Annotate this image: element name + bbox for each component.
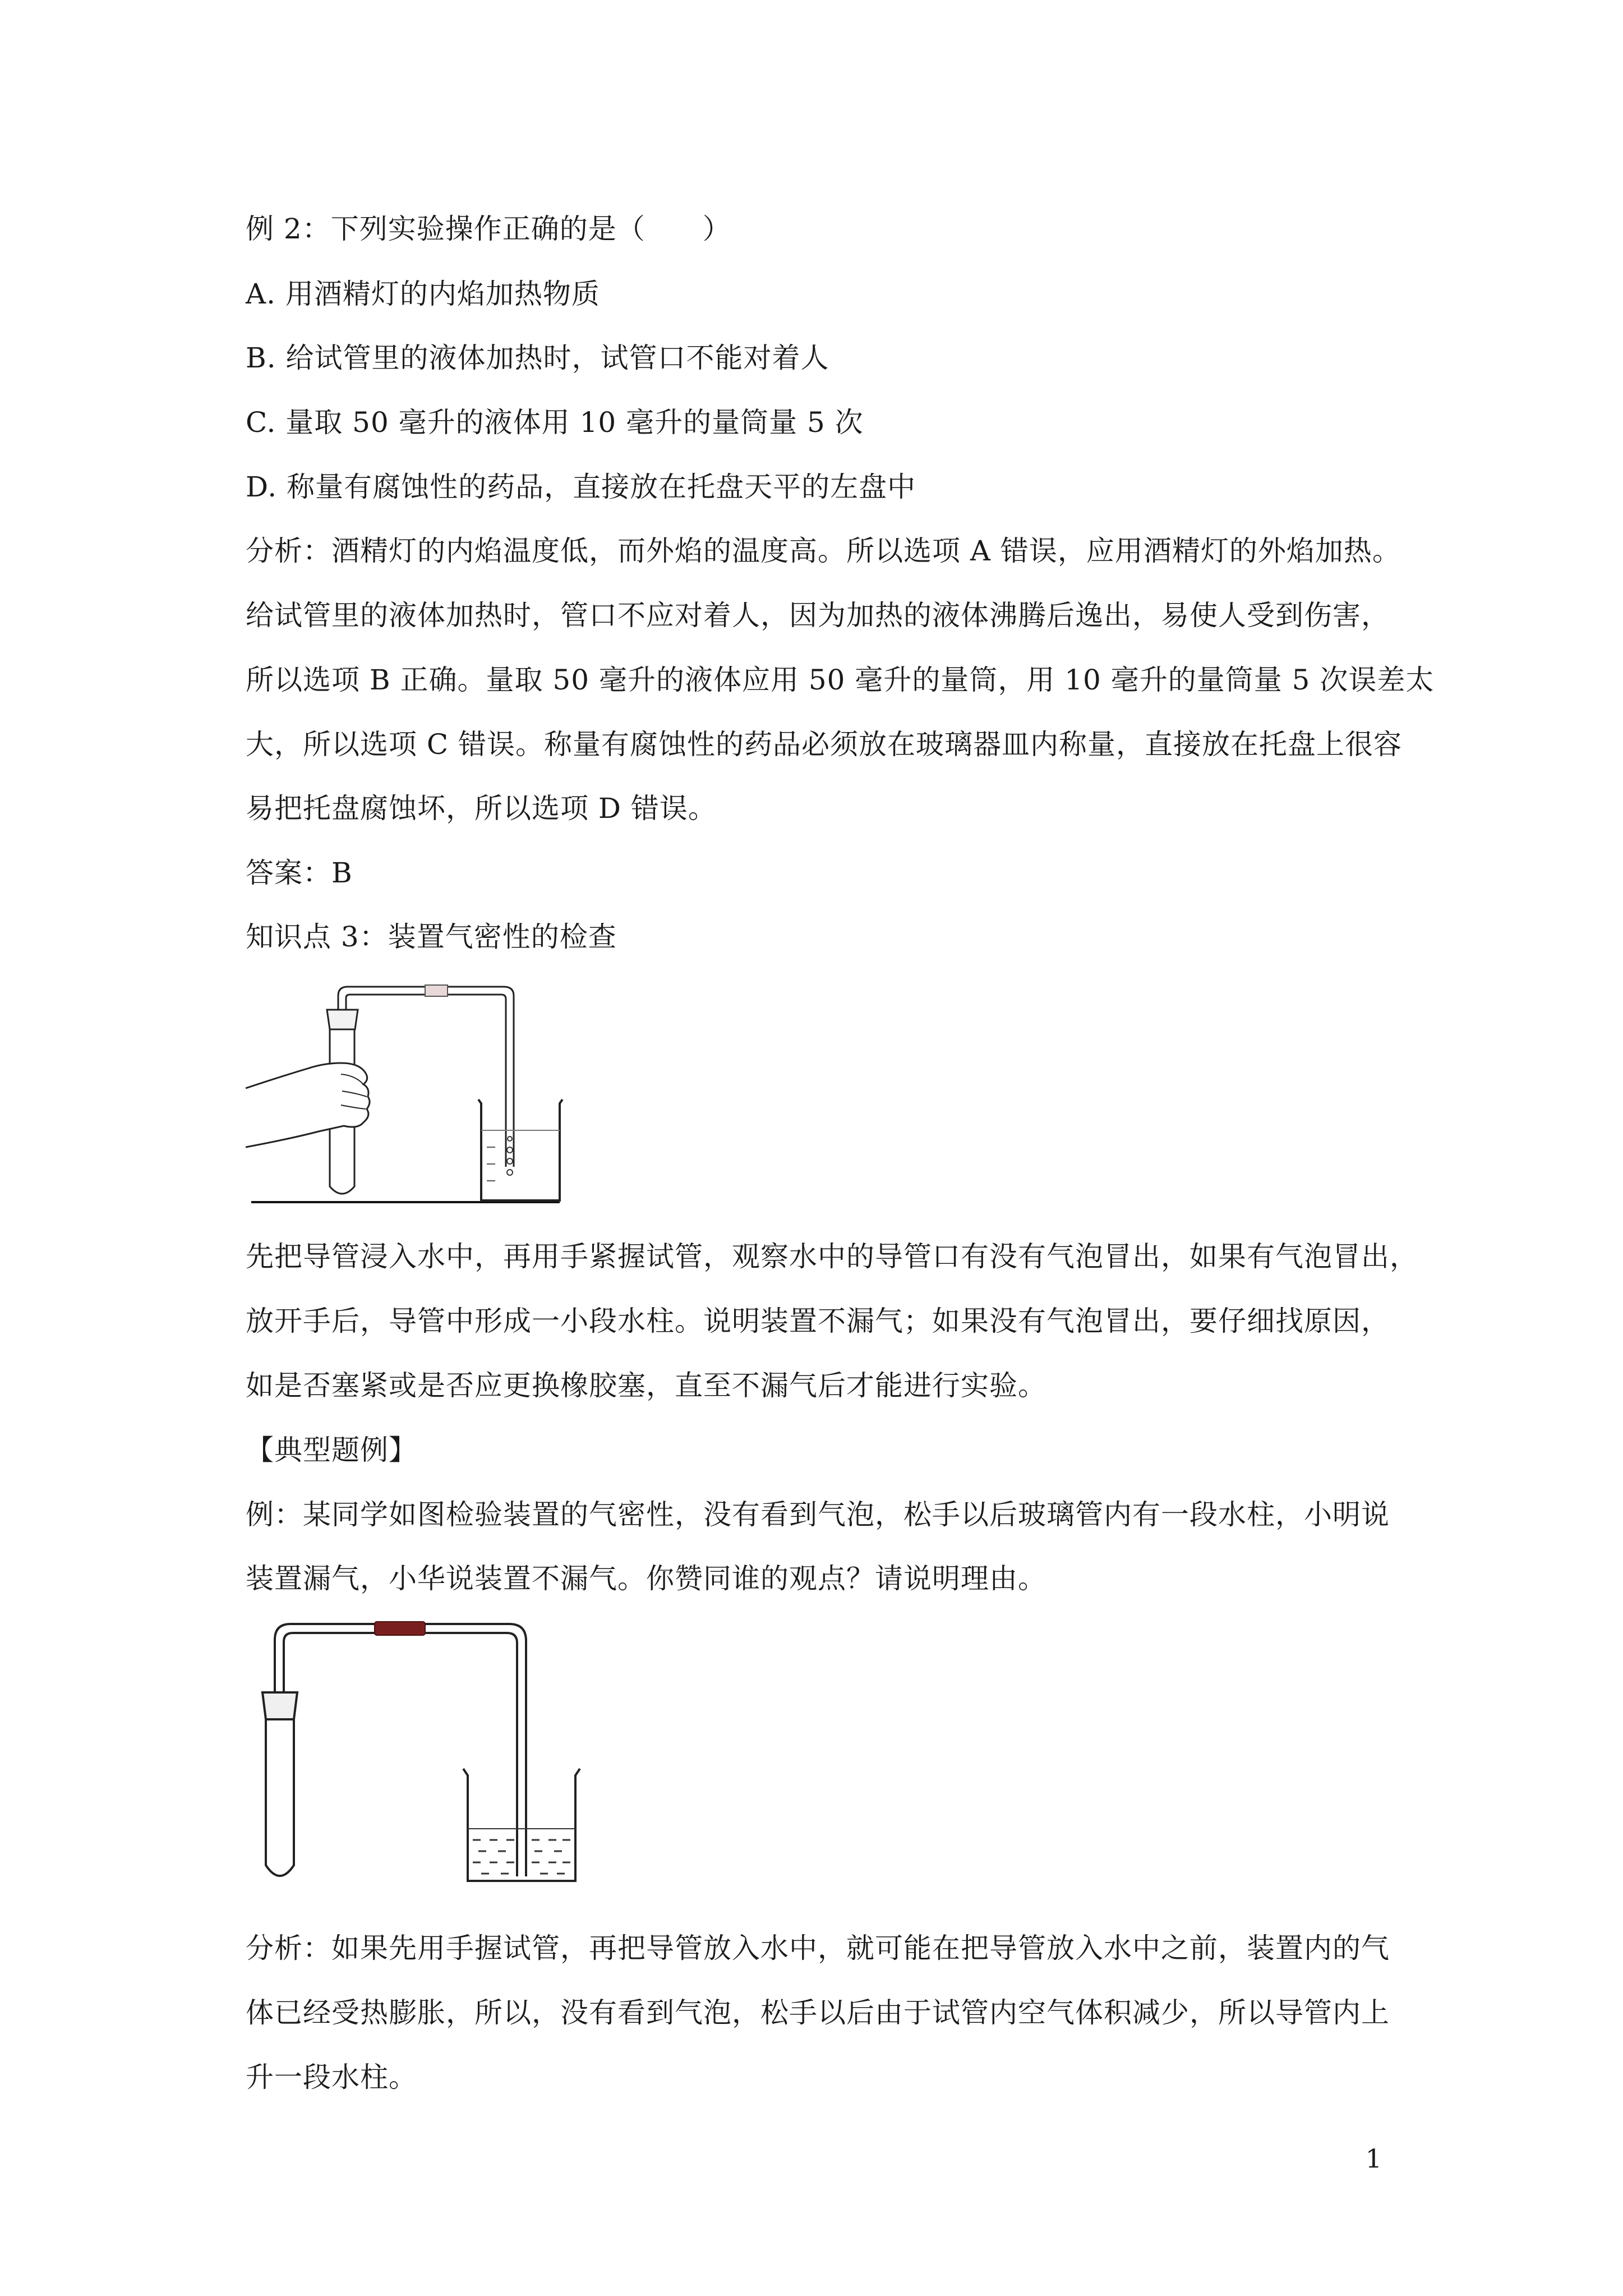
analysis-line: 分析：酒精灯的内焰温度低，而外焰的温度高。所以选项 A 错误，应用酒精灯的外焰加热。 (246, 535, 1401, 567)
typical-heading: 【典型题例】 (246, 1434, 417, 1466)
option-c: C. 量取 50 毫升的液体用 10 毫升的量筒量 5 次 (246, 406, 864, 439)
analysis-line: 易把托盘腐蚀坏，所以选项 D 错误。 (246, 792, 717, 825)
option-d: D. 称量有腐蚀性的药品，直接放在托盘天平的左盘中 (246, 471, 916, 503)
answer: 答案：B (246, 857, 353, 889)
analysis-line: 给试管里的液体加热时，管口不应对着人，因为加热的液体沸腾后逸出，易使人受到伤害， (246, 599, 1390, 632)
airtightness-check-hand-figure (246, 979, 577, 1209)
typical-analysis-line: 分析：如果先用手握试管，再把导管放入水中，就可能在把导管放入水中之前，装置内的气 (246, 1932, 1390, 1964)
knowledge-text-line: 如是否塞紧或是否应更换橡胶塞，直至不漏气后才能进行实验。 (246, 1369, 1046, 1402)
typical-analysis-line: 体已经受热膨胀，所以，没有看到气泡，松手以后由于试管内空气体积减少，所以导管内上 (246, 1996, 1390, 2029)
option-b: B. 给试管里的液体加热时，试管口不能对着人 (246, 342, 829, 374)
option-a: A. 用酒精灯的内焰加热物质 (246, 278, 600, 310)
typical-question-line: 装置漏气，小华说装置不漏气。你赞同谁的观点？请说明理由。 (246, 1562, 1046, 1595)
analysis-line: 大，所以选项 C 错误。称量有腐蚀性的药品必须放在玻璃器皿内称量，直接放在托盘上很容 (246, 728, 1403, 761)
airtightness-check-apparatus-figure (251, 1618, 588, 1893)
analysis-line: 所以选项 B 正确。量取 50 毫升的液体应用 50 毫升的量筒，用 10 毫升的量筒量 5 次误差太 (246, 664, 1435, 696)
typical-question-line: 例：某同学如图检验装置的气密性，没有看到气泡，松手以后玻璃管内有一段水柱，小明说 (246, 1498, 1390, 1531)
example-question: 例 2：下列实验操作正确的是（ ） (246, 213, 731, 245)
rubber-joint (375, 1622, 425, 1635)
typical-analysis-line: 升一段水柱。 (246, 2061, 417, 2093)
knowledge-point-title: 知识点 3：装置气密性的检查 (246, 921, 617, 953)
page-number: 1 (1365, 2143, 1382, 2174)
knowledge-text-line: 放开手后，导管中形成一小段水柱。说明装置不漏气；如果没有气泡冒出，要仔细找原因， (246, 1305, 1390, 1337)
knowledge-text-line: 先把导管浸入水中，再用手紧握试管，观察水中的导管口有没有气泡冒出，如果有气泡冒出， (246, 1240, 1418, 1273)
